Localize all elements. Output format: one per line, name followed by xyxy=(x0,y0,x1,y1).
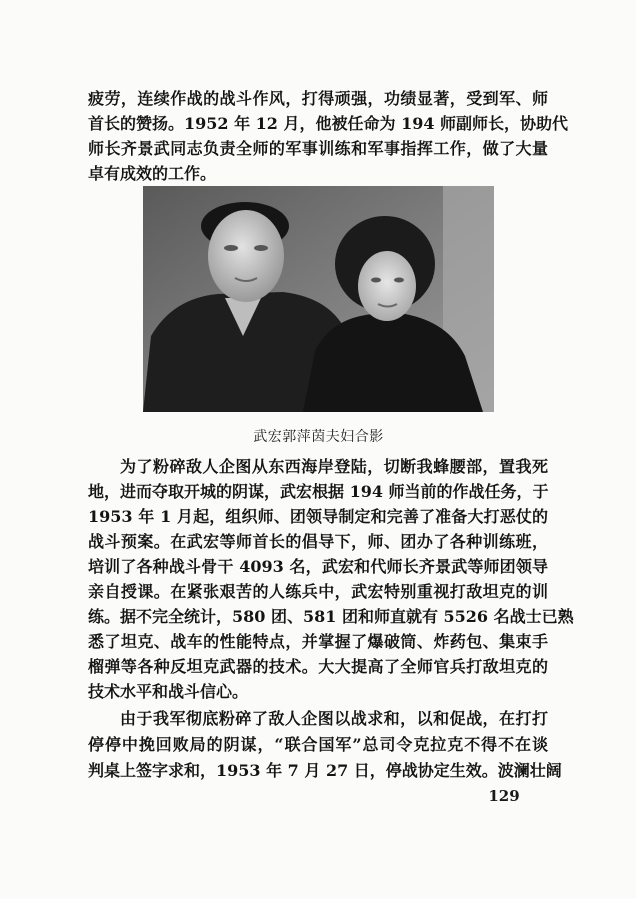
paragraph xyxy=(88,454,574,704)
text-line: 地，进而夺取开城的阴谋，武宏根据 194 师当前的作战任务，于 xyxy=(88,482,549,501)
page-number: 129 xyxy=(488,787,520,805)
text-line: 判桌上签字求和，1953 年 7 月 27 日，停战协定生效。波澜壮阔 xyxy=(88,761,562,780)
text-line: 卓有成效的工作。 xyxy=(88,164,217,183)
text-line: 练。据不完全统计，580 团、581 团和师直就有 5526 名战士已熟 xyxy=(88,607,574,626)
text-line: 榴弹等各种反坦克武器的技术。大大提高了全师官兵打敌坦克的 xyxy=(88,657,548,676)
text-line: 为了粉碎敌人企图从东西海岸登陆，切断我蜂腰部，置我死 xyxy=(120,457,548,476)
text-line: 首长的赞扬。1952 年 12 月，他被任命为 194 师副师长，协助代 xyxy=(88,114,569,133)
photo-caption: 武宏郭萍茵夫妇合影 xyxy=(253,429,384,445)
paragraph xyxy=(88,706,562,784)
text-line: 培训了各种战斗骨干 4093 名，武宏和代师长齐景武等师团领导 xyxy=(88,557,548,576)
text-line: 亲自授课。在紧张艰苦的人练兵中，武宏特别重视打敌坦克的训 xyxy=(88,582,548,601)
text-line: 停停中挽回败局的阴谋，“联合国军”总司令克拉克不得不在谈 xyxy=(88,735,548,754)
text-line: 悉了坦克、战车的性能特点，并掌握了爆破筒、炸药包、集束手 xyxy=(88,632,548,651)
text-line: 战斗预案。在武宏等师首长的倡导下，师、团办了各种训练班， xyxy=(88,532,548,551)
text-line: 疲劳，连续作战的战斗作风，打得顽强，功绩显著，受到军、师 xyxy=(88,89,548,108)
text-line: 师长齐景武同志负责全师的军事训练和军事指挥工作，做了大量 xyxy=(88,139,548,158)
text-line: 技术水平和战斗信心。 xyxy=(88,682,249,701)
paragraph-continued xyxy=(88,86,569,186)
text-line: 1953 年 1 月起，组织师、团领导制定和完善了准备大打恶仗的 xyxy=(88,507,548,526)
couple-photo-image xyxy=(143,186,494,412)
couple-photo xyxy=(143,186,494,412)
text-line: 由于我军彻底粉碎了敌人企图以战求和，以和促战，在打打 xyxy=(120,709,548,728)
